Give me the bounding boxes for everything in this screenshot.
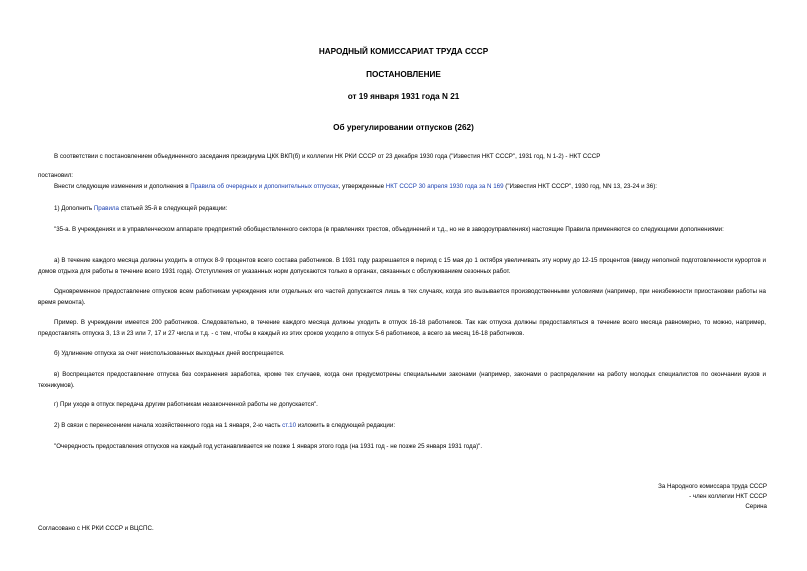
rules-link[interactable]: Правила об очередных и дополнительных отпусках bbox=[190, 183, 339, 190]
item-v-paragraph: в) Воспрещается предоставление отпуска без сохранения заработка, кроме тех случаев, когда они предусмотрены специальными законами (например, законами о распределении на работу молодых специалистов по окончании вузов и техникумов). bbox=[38, 371, 766, 389]
amendments-paragraph bbox=[38, 181, 766, 192]
item-1-text-a: 1) Дополнить bbox=[54, 205, 94, 212]
org-heading: НАРОДНЫЙ КОМИССАРИАТ ТРУДА СССР bbox=[318, 47, 489, 56]
item-a-paragraph: а) В течение каждого месяца должны уходить в отпуск 8-9 процентов всего состава работников. В 1931 году разрешается в период с 15 мая до 1 октября увеличивать эту норму до 12-15 процентов (ввиду неполной подготовленности курортов и домов отдыха для работы в течение всего 1931 года). Отступления от указанных норм допускаются только в органах, связанных с обслуживанием сезонных работ. bbox=[38, 257, 766, 275]
example-paragraph: Пример. В учреждении имеется 200 работников. Следовательно, в течение каждого месяца должны уходить в отпуск 16-18 работников. Так как отпуска должны предоставляться в течение всего месяца равномерно, то можно, например, предоставлять отпуска 3, 13 и 23 или 7, 17 и 27 числа и т.д. - с тем, чтобы в каждый из этих сроков уходило в отпуск 5-6 работников, а всего за месяц 16-18 работников. bbox=[38, 319, 766, 337]
signature-block bbox=[467, 482, 767, 512]
item-1-text-b: статьей 35-й в следующей редакции: bbox=[118, 205, 228, 212]
doc-type-heading: ПОСТАНОВЛЕНИЕ bbox=[366, 70, 441, 79]
signature-line-1: За Народного комиссара труда СССР bbox=[658, 483, 767, 490]
amendments-text-a: Внести следующие изменения и дополнения в bbox=[54, 183, 191, 190]
approval-note: Согласовано с НК РКИ СССР и ВЦСПС. bbox=[38, 525, 154, 532]
item-2-text-b: изложить в следующей редакции: bbox=[296, 422, 396, 429]
article-35a-paragraph: "35-а. В учреждениях и в управленческом аппарате предприятий обобществленного сектора (в правлениях трестов, объединений и т.д., но не в заводоуправлениях) настоящие Правила применяются со следующими дополнениями: bbox=[54, 226, 724, 233]
amendments-text-b: , утвержденные bbox=[338, 183, 386, 190]
item-1-paragraph bbox=[38, 203, 766, 214]
intro-paragraph: В соответствии с постановлением объединенного заседания президиума ЦКК ВКП(б) и коллегии НК РКИ СССР от 23 декабря 1930 года ("Известия НКТ СССР", 1931 год, N 1-2) - НКТ СССР bbox=[54, 153, 601, 160]
item-2-paragraph bbox=[38, 420, 766, 431]
doc-date-heading: от 19 января 1931 года N 21 bbox=[347, 92, 460, 101]
article-10-link[interactable]: ст.10 bbox=[282, 422, 297, 429]
signature-line-2: - член коллегии НКТ СССР bbox=[689, 493, 767, 500]
doc-title: Об урегулировании отпусков (262) bbox=[333, 123, 474, 132]
simultaneous-leave-paragraph: Одновременное предоставление отпусков всем работникам учреждения или отдельных его частей допускается лишь в тех случаях, когда это вызывается производственными условиями (например, при неизбежности приостановки работы на время ремонта). bbox=[38, 288, 766, 306]
amendments-text-c: ("Известия НКТ СССР", 1930 год, NN 13, 23-24 и 36): bbox=[503, 183, 657, 190]
nkt-decree-link[interactable]: НКТ СССР 30 апреля 1930 года за N 169 bbox=[385, 183, 504, 190]
item-g-paragraph: г) При уходе в отпуск передача другим работникам незаконченной работы не допускается". bbox=[54, 401, 318, 408]
item-b-paragraph: б) Удлинение отпуска за счет неиспользованных выходных дней воспрещается. bbox=[54, 350, 285, 357]
queue-paragraph: "Очередность предоставления отпусков на каждый год устанавливается не позже 1 января этого года (на 1931 год - не позже 25 января 1931 года)". bbox=[54, 443, 483, 450]
decided-label: постановил: bbox=[38, 172, 74, 179]
signature-name: Серина bbox=[745, 503, 767, 510]
item-2-text-a: 2) В связи с перенесением начала хозяйственного года на 1 января, 2-ю часть bbox=[54, 422, 283, 429]
rules-short-link[interactable]: Правила bbox=[93, 205, 119, 212]
